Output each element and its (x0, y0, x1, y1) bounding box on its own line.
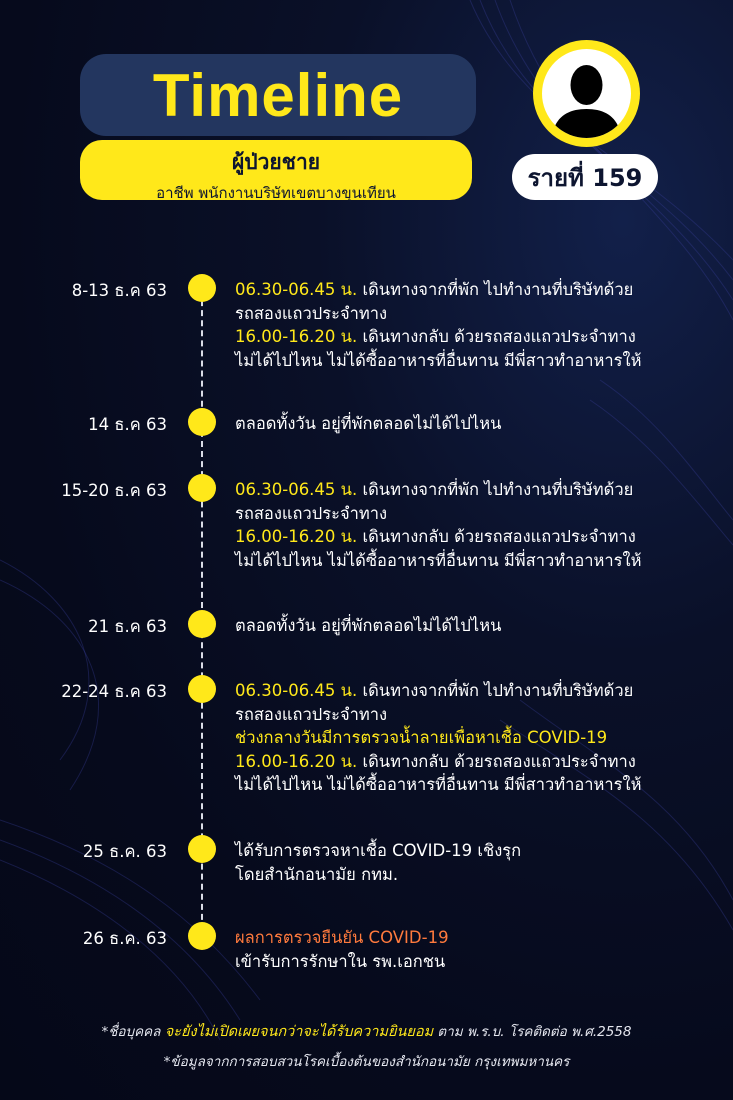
entry-line (235, 750, 730, 774)
entry-text: เข้ารับการรักษาใน รพ.เอกชน (235, 951, 446, 971)
entry-line (235, 525, 730, 549)
entry-line (235, 926, 730, 950)
entry-details (235, 278, 730, 372)
entry-line (235, 863, 730, 887)
entry-line (235, 325, 730, 349)
case-number-badge: รายที่ 159 (512, 154, 658, 200)
entry-details (235, 614, 730, 638)
entry-text: เดินทางจากที่พัก ไปทำงานที่บริษัทด้วย (357, 681, 634, 700)
entry-date: 15-20 ธ.ค 63 (61, 481, 167, 500)
timeline-dot (188, 408, 216, 436)
entry-text: รถสองแถวประจำทาง (235, 303, 388, 323)
entry-line (235, 502, 730, 526)
entry-line (235, 278, 730, 302)
entry-text: เดินทางกลับ ด้วยรถสองแถวประจำทาง (357, 751, 636, 771)
entry-line (235, 703, 730, 727)
footer-note-source: *ข้อมูลจากการสอบสวนโรคเบื้องต้นของสำนักอนามัย กรุงเทพมหานคร (163, 1054, 570, 1070)
entry-line (235, 302, 730, 326)
entry-time: ช่วงกลางวันมีการตรวจน้ำลายเพื่อหาเชื้อ COVID-19 (235, 728, 608, 747)
entry-line (235, 349, 730, 373)
entry-date: 14 ธ.ค 63 (88, 415, 167, 434)
title-banner (80, 54, 476, 136)
avatar (533, 40, 640, 147)
entry-details (235, 478, 730, 572)
entry-line (235, 726, 730, 750)
entry-text: เดินทางจากที่พัก ไปทำงานที่บริษัทด้วย (357, 480, 634, 499)
footer-note-prefix: *ชื่อบุคคล (101, 1024, 165, 1040)
entry-text: โดยสำนักอนามัย กทม. (235, 864, 399, 884)
entry-details (235, 679, 730, 797)
person-silhouette-icon (542, 49, 631, 138)
timeline-dot (188, 922, 216, 950)
footer-note-suffix: ตาม พ.ร.บ. โรคติดต่อ พ.ศ.2558 (433, 1024, 632, 1040)
footer-note-highlight: จะยังไม่เปิดเผยจนกว่าจะได้รับความยินยอม (164, 1024, 434, 1040)
entry-date: 22-24 ธ.ค 63 (61, 682, 167, 701)
entry-text: เดินทางกลับ ด้วยรถสองแถวประจำทาง (357, 327, 636, 346)
entry-line (235, 773, 730, 797)
entry-time: 16.00-16.20 น. (235, 751, 358, 771)
entry-line (235, 679, 730, 703)
entry-text: ตลอดทั้งวัน อยู่ที่พักตลอดไม่ได้ไปไหน (235, 414, 502, 433)
patient-occupation: อาชีพ พนักงานบริษัทเขตบางขุนเทียน (156, 184, 396, 202)
entry-alert: ผลการตรวจยืนยัน COVID-19 (235, 928, 449, 947)
entry-time: 06.30-06.45 น. (235, 480, 358, 499)
timeline-dot (188, 274, 216, 302)
entry-details (235, 926, 730, 973)
entry-text: ไม่ได้ไปไหน ไม่ได้ซื้ออาหารที่อื่นทาน มีพี่สาวทำอาหารให้ (235, 550, 642, 570)
timeline-dot (188, 610, 216, 638)
entry-text: ตลอดทั้งวัน อยู่ที่พักตลอดไม่ได้ไปไหน (235, 616, 502, 635)
entry-time: 16.00-16.20 น. (235, 527, 358, 546)
entry-text: ไม่ได้ไปไหน ไม่ได้ซื้ออาหารที่อื่นทาน มีพี่สาวทำอาหารให้ (235, 350, 642, 370)
entry-time: 06.30-06.45 น. (235, 681, 358, 700)
entry-time: 16.00-16.20 น. (235, 327, 358, 346)
entry-text: เดินทางกลับ ด้วยรถสองแถวประจำทาง (357, 527, 636, 546)
timeline-dot (188, 675, 216, 703)
entry-date: 21 ธ.ค 63 (88, 617, 167, 636)
patient-title: ผู้ป่วยชาย (231, 150, 321, 174)
entry-line (235, 950, 730, 974)
timeline-dot (188, 835, 216, 863)
entry-text: ได้รับการตรวจหาเชื้อ COVID-19 เชิงรุก (235, 841, 522, 860)
entry-line (235, 478, 730, 502)
entry-text: เดินทางจากที่พัก ไปทำงานที่บริษัทด้วย (357, 280, 634, 299)
entry-line (235, 614, 730, 638)
entry-text: รถสองแถวประจำทาง (235, 704, 388, 724)
entry-details (235, 839, 730, 886)
entry-line (235, 549, 730, 573)
entry-date: 25 ธ.ค. 63 (82, 842, 167, 861)
entry-date: 8-13 ธ.ค 63 (71, 281, 167, 300)
footer-note-privacy (0, 1020, 733, 1043)
entry-line (235, 839, 730, 863)
timeline-dot (188, 474, 216, 502)
page-title: Timeline (152, 61, 404, 129)
entry-line (235, 412, 730, 436)
entry-text: รถสองแถวประจำทาง (235, 503, 388, 523)
entry-date: 26 ธ.ค. 63 (82, 929, 167, 948)
entry-details (235, 412, 730, 436)
entry-text: ไม่ได้ไปไหน ไม่ได้ซื้ออาหารที่อื่นทาน มีพี่สาวทำอาหารให้ (235, 775, 642, 794)
patient-info-banner (80, 140, 472, 200)
entry-time: 06.30-06.45 น. (235, 280, 358, 299)
